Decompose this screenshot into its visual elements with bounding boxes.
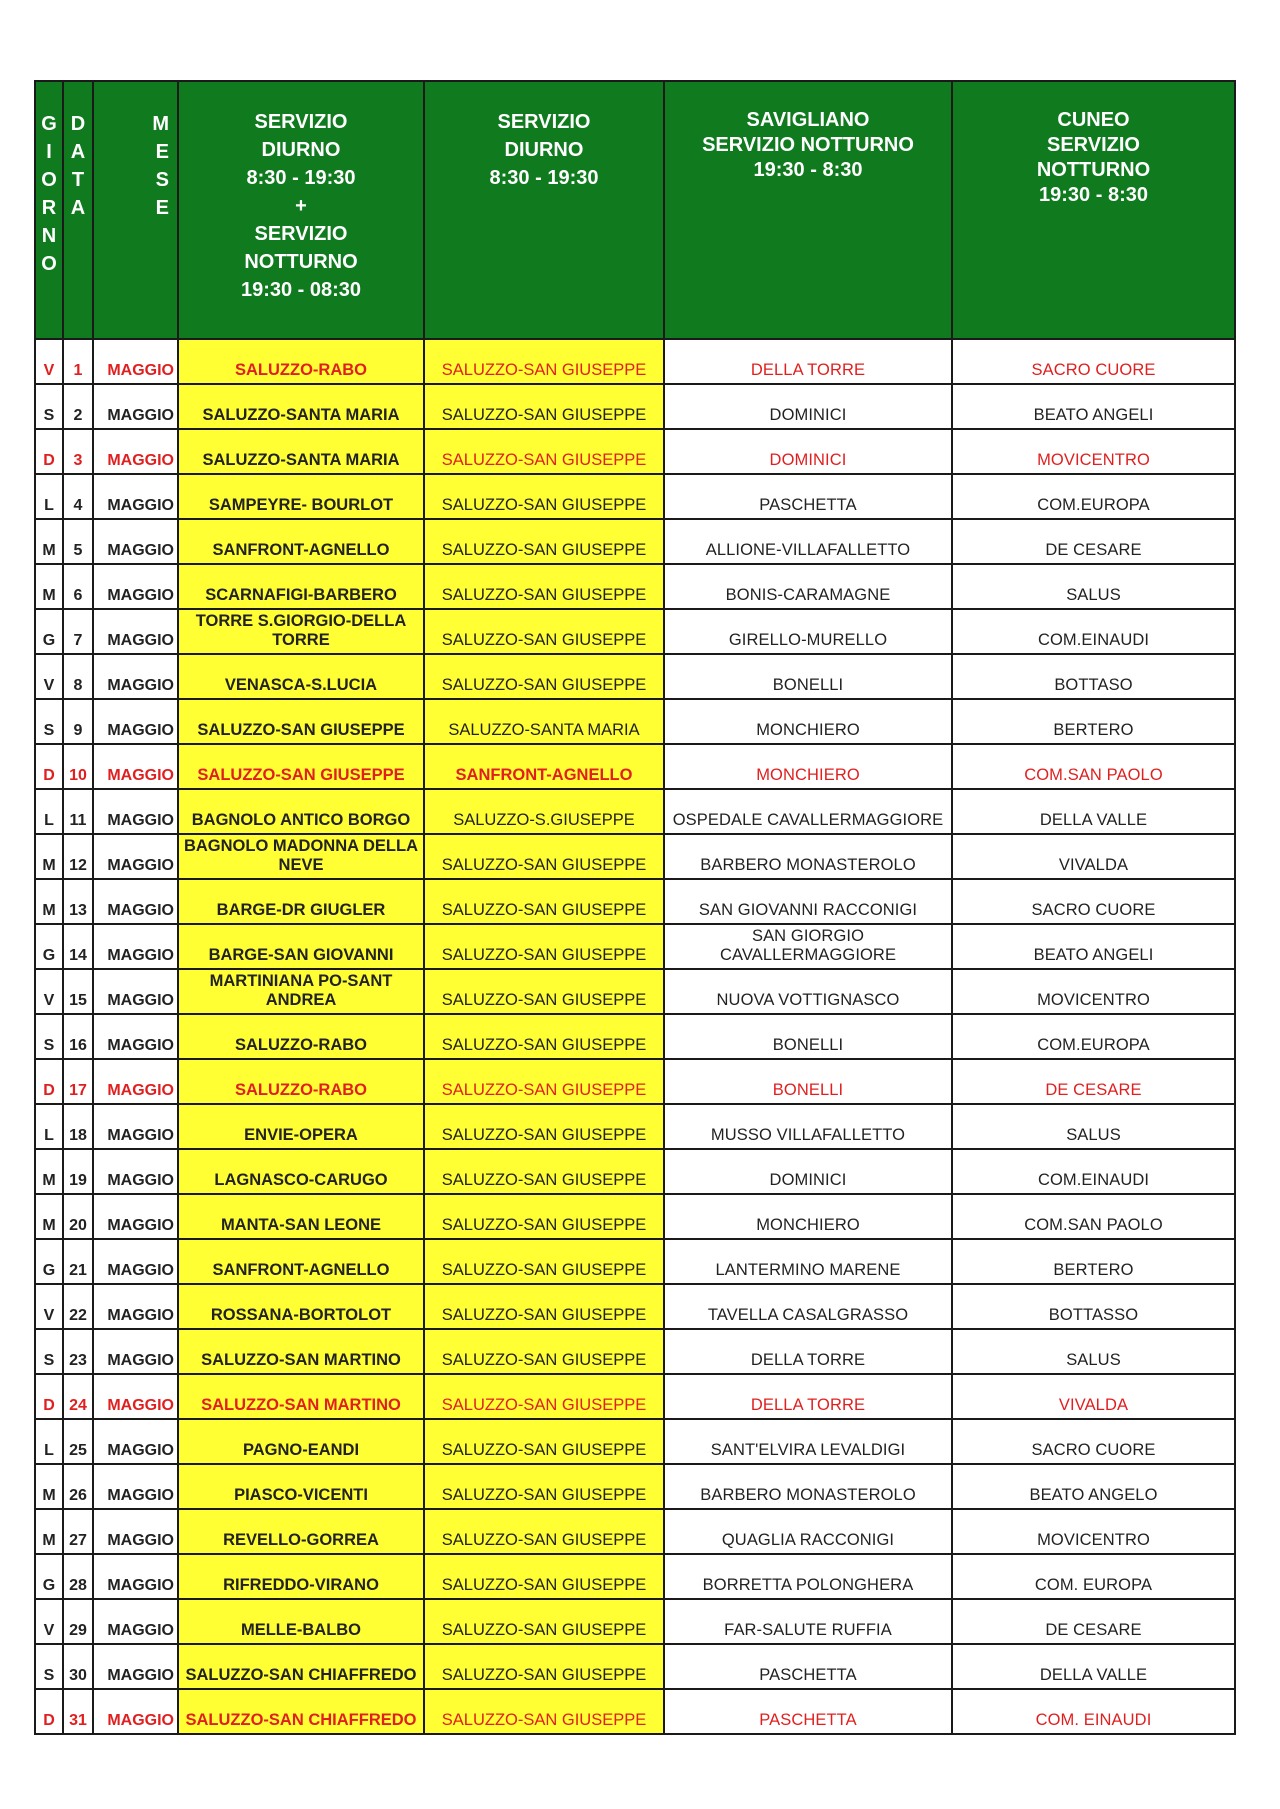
cell-service-day: SALUZZO-SANTA MARIA bbox=[424, 699, 664, 744]
table-row bbox=[35, 519, 1235, 564]
cell-cuneo-night: DELLA VALLE bbox=[952, 1644, 1235, 1689]
cell-cuneo-night: COM.EUROPA bbox=[952, 1014, 1235, 1059]
table-row bbox=[35, 654, 1235, 699]
header-servizio-diurno-notturno bbox=[178, 81, 424, 339]
header-text: SERVIZIO bbox=[254, 111, 348, 133]
cell-day-number: 6 bbox=[63, 564, 93, 609]
cell-month: MAGGIO bbox=[93, 1644, 178, 1689]
cell-service-day-night: SANFRONT-AGNELLO bbox=[178, 519, 424, 564]
cell-cuneo-night: SACRO CUORE bbox=[952, 339, 1235, 384]
table-row bbox=[35, 789, 1235, 834]
cell-service-day-night: SALUZZO-RABO bbox=[178, 1059, 424, 1104]
table-row bbox=[35, 1014, 1235, 1059]
cell-cuneo-night: COM. EINAUDI bbox=[952, 1689, 1235, 1734]
table-row bbox=[35, 1374, 1235, 1419]
cell-savigliano-night: PASCHETTA bbox=[664, 1644, 952, 1689]
cell-service-day: SALUZZO-SAN GIUSEPPE bbox=[424, 1599, 664, 1644]
header-text: SAVIGLIANO bbox=[746, 109, 870, 131]
cell-day-number: 26 bbox=[63, 1464, 93, 1509]
cell-service-day-night: TORRE S.GIORGIO-DELLA TORRE bbox=[178, 609, 424, 654]
cell-cuneo-night: BERTERO bbox=[952, 1239, 1235, 1284]
cell-service-day: SALUZZO-SAN GIUSEPPE bbox=[424, 1644, 664, 1689]
table-row bbox=[35, 924, 1235, 969]
cell-cuneo-night: MOVICENTRO bbox=[952, 1509, 1235, 1554]
cell-service-day-night: SALUZZO-SANTA MARIA bbox=[178, 429, 424, 474]
cell-service-day: SALUZZO-SAN GIUSEPPE bbox=[424, 564, 664, 609]
cell-savigliano-night: MONCHIERO bbox=[664, 1194, 952, 1239]
cell-day-letter: V bbox=[35, 1599, 63, 1644]
cell-service-day: SALUZZO-SAN GIUSEPPE bbox=[424, 1554, 664, 1599]
cell-month: MAGGIO bbox=[93, 924, 178, 969]
cell-day-letter: D bbox=[35, 744, 63, 789]
cell-service-day: SALUZZO-SAN GIUSEPPE bbox=[424, 429, 664, 474]
cell-day-number: 2 bbox=[63, 384, 93, 429]
cell-savigliano-night: DOMINICI bbox=[664, 1149, 952, 1194]
cell-service-day: SALUZZO-SAN GIUSEPPE bbox=[424, 1329, 664, 1374]
cell-service-day-night: BAGNOLO MADONNA DELLA NEVE bbox=[178, 834, 424, 879]
cell-day-number: 10 bbox=[63, 744, 93, 789]
cell-day-letter: S bbox=[35, 699, 63, 744]
cell-service-day: SALUZZO-SAN GIUSEPPE bbox=[424, 969, 664, 1014]
cell-day-letter: L bbox=[35, 474, 63, 519]
cell-service-day-night: SANFRONT-AGNELLO bbox=[178, 1239, 424, 1284]
cell-service-day: SALUZZO-SAN GIUSEPPE bbox=[424, 1374, 664, 1419]
cell-savigliano-night: BORRETTA POLONGHERA bbox=[664, 1554, 952, 1599]
cell-cuneo-night: SALUS bbox=[952, 1329, 1235, 1374]
cell-day-letter: S bbox=[35, 1014, 63, 1059]
cell-savigliano-night: PASCHETTA bbox=[664, 474, 952, 519]
cell-month: MAGGIO bbox=[93, 1464, 178, 1509]
cell-cuneo-night: COM.EINAUDI bbox=[952, 609, 1235, 654]
header-text: O bbox=[41, 169, 57, 191]
cell-service-day: SALUZZO-SAN GIUSEPPE bbox=[424, 1509, 664, 1554]
cell-month: MAGGIO bbox=[93, 384, 178, 429]
table-row bbox=[35, 609, 1235, 654]
cell-day-number: 7 bbox=[63, 609, 93, 654]
cell-service-day: SALUZZO-SAN GIUSEPPE bbox=[424, 1419, 664, 1464]
cell-service-day-night: SALUZZO-RABO bbox=[178, 1014, 424, 1059]
header-text: G bbox=[41, 113, 57, 135]
cell-cuneo-night: DELLA VALLE bbox=[952, 789, 1235, 834]
table-row bbox=[35, 1284, 1235, 1329]
header-text: SERVIZIO NOTTURNO bbox=[702, 134, 914, 156]
cell-savigliano-night: TAVELLA CASALGRASSO bbox=[664, 1284, 952, 1329]
cell-day-letter: M bbox=[35, 1149, 63, 1194]
header-text: 19:30 - 8:30 bbox=[753, 159, 863, 181]
header-text: 8:30 - 19:30 bbox=[246, 167, 356, 189]
cell-day-number: 18 bbox=[63, 1104, 93, 1149]
table-row bbox=[35, 699, 1235, 744]
cell-day-number: 30 bbox=[63, 1644, 93, 1689]
header-text: SERVIZIO bbox=[497, 111, 591, 133]
cell-day-letter: S bbox=[35, 1644, 63, 1689]
cell-day-letter: M bbox=[35, 519, 63, 564]
cell-month: MAGGIO bbox=[93, 609, 178, 654]
cell-cuneo-night: BEATO ANGELI bbox=[952, 384, 1235, 429]
cell-cuneo-night: COM.EUROPA bbox=[952, 474, 1235, 519]
cell-service-day-night: SALUZZO-SAN CHIAFFREDO bbox=[178, 1644, 424, 1689]
header-cuneo-notturno bbox=[952, 81, 1235, 339]
header-text: DIURNO bbox=[261, 139, 341, 161]
header-text: D bbox=[70, 113, 86, 135]
cell-service-day: SALUZZO-SAN GIUSEPPE bbox=[424, 1689, 664, 1734]
cell-service-day: SANFRONT-AGNELLO bbox=[424, 744, 664, 789]
header-text: 8:30 - 19:30 bbox=[489, 167, 599, 189]
cell-day-number: 27 bbox=[63, 1509, 93, 1554]
cell-day-number: 5 bbox=[63, 519, 93, 564]
cell-day-letter: M bbox=[35, 1509, 63, 1554]
cell-cuneo-night: SALUS bbox=[952, 1104, 1235, 1149]
table-row bbox=[35, 1509, 1235, 1554]
cell-day-number: 8 bbox=[63, 654, 93, 699]
cell-service-day-night: SALUZZO-RABO bbox=[178, 339, 424, 384]
cell-day-number: 4 bbox=[63, 474, 93, 519]
cell-month: MAGGIO bbox=[93, 429, 178, 474]
cell-day-letter: L bbox=[35, 1104, 63, 1149]
cell-month: MAGGIO bbox=[93, 834, 178, 879]
cell-service-day: SALUZZO-SAN GIUSEPPE bbox=[424, 1464, 664, 1509]
table-row bbox=[35, 1689, 1235, 1734]
cell-day-letter: V bbox=[35, 654, 63, 699]
cell-savigliano-night: DOMINICI bbox=[664, 384, 952, 429]
cell-savigliano-night: PASCHETTA bbox=[664, 1689, 952, 1734]
cell-day-number: 1 bbox=[63, 339, 93, 384]
table-row bbox=[35, 834, 1235, 879]
header-giorno bbox=[35, 81, 63, 339]
cell-service-day-night: SALUZZO-SAN MARTINO bbox=[178, 1374, 424, 1419]
cell-service-day-night: SALUZZO-SAN GIUSEPPE bbox=[178, 744, 424, 789]
cell-service-day: SALUZZO-SAN GIUSEPPE bbox=[424, 924, 664, 969]
cell-savigliano-night: BONELLI bbox=[664, 1014, 952, 1059]
cell-day-letter: D bbox=[35, 1374, 63, 1419]
header-text: O bbox=[41, 253, 57, 275]
header-text: E bbox=[155, 141, 169, 163]
cell-savigliano-night: LANTERMINO MARENE bbox=[664, 1239, 952, 1284]
header-text: E bbox=[155, 197, 169, 219]
cell-service-day: SALUZZO-SAN GIUSEPPE bbox=[424, 1149, 664, 1194]
cell-month: MAGGIO bbox=[93, 1284, 178, 1329]
cell-service-day: SALUZZO-SAN GIUSEPPE bbox=[424, 519, 664, 564]
cell-day-number: 9 bbox=[63, 699, 93, 744]
cell-service-day: SALUZZO-SAN GIUSEPPE bbox=[424, 1284, 664, 1329]
table-row bbox=[35, 1419, 1235, 1464]
cell-savigliano-night: BONIS-CARAMAGNE bbox=[664, 564, 952, 609]
cell-cuneo-night: BOTTASO bbox=[952, 654, 1235, 699]
cell-day-number: 24 bbox=[63, 1374, 93, 1419]
table-row bbox=[35, 1194, 1235, 1239]
cell-cuneo-night: MOVICENTRO bbox=[952, 429, 1235, 474]
cell-service-day: SALUZZO-SAN GIUSEPPE bbox=[424, 1104, 664, 1149]
cell-day-number: 3 bbox=[63, 429, 93, 474]
cell-service-day: SALUZZO-SAN GIUSEPPE bbox=[424, 474, 664, 519]
cell-cuneo-night: SACRO CUORE bbox=[952, 1419, 1235, 1464]
cell-service-day-night: PIASCO-VICENTI bbox=[178, 1464, 424, 1509]
cell-service-day: SALUZZO-SAN GIUSEPPE bbox=[424, 339, 664, 384]
cell-cuneo-night: MOVICENTRO bbox=[952, 969, 1235, 1014]
cell-service-day-night: BARGE-DR GIUGLER bbox=[178, 879, 424, 924]
cell-savigliano-night: NUOVA VOTTIGNASCO bbox=[664, 969, 952, 1014]
cell-day-letter: S bbox=[35, 384, 63, 429]
cell-service-day-night: MARTINIANA PO-SANT ANDREA bbox=[178, 969, 424, 1014]
header-text: DIURNO bbox=[504, 139, 584, 161]
cell-service-day-night: SALUZZO-SAN MARTINO bbox=[178, 1329, 424, 1374]
table-row bbox=[35, 384, 1235, 429]
cell-savigliano-night: SAN GIORGIO CAVALLERMAGGIORE bbox=[664, 924, 952, 969]
cell-day-letter: V bbox=[35, 1284, 63, 1329]
table-row bbox=[35, 1554, 1235, 1599]
cell-savigliano-night: SAN GIOVANNI RACCONIGI bbox=[664, 879, 952, 924]
cell-service-day: SALUZZO-SAN GIUSEPPE bbox=[424, 879, 664, 924]
cell-service-day-night: SALUZZO-SAN CHIAFFREDO bbox=[178, 1689, 424, 1734]
table-row bbox=[35, 1059, 1235, 1104]
cell-service-day-night: VENASCA-S.LUCIA bbox=[178, 654, 424, 699]
cell-cuneo-night: DE CESARE bbox=[952, 1599, 1235, 1644]
cell-day-number: 16 bbox=[63, 1014, 93, 1059]
header-text: SERVIZIO bbox=[254, 223, 348, 245]
cell-month: MAGGIO bbox=[93, 1599, 178, 1644]
cell-month: MAGGIO bbox=[93, 1689, 178, 1734]
cell-service-day: SALUZZO-SAN GIUSEPPE bbox=[424, 384, 664, 429]
cell-day-letter: G bbox=[35, 609, 63, 654]
header-text: NOTTURNO bbox=[244, 251, 358, 273]
cell-service-day-night: ENVIE-OPERA bbox=[178, 1104, 424, 1149]
cell-month: MAGGIO bbox=[93, 1239, 178, 1284]
cell-service-day-night: SALUZZO-SANTA MARIA bbox=[178, 384, 424, 429]
cell-day-number: 12 bbox=[63, 834, 93, 879]
cell-service-day: SALUZZO-SAN GIUSEPPE bbox=[424, 1059, 664, 1104]
cell-service-day: SALUZZO-SAN GIUSEPPE bbox=[424, 834, 664, 879]
table-row bbox=[35, 339, 1235, 384]
header-text: M bbox=[152, 113, 169, 135]
cell-savigliano-night: OSPEDALE CAVALLERMAGGIORE bbox=[664, 789, 952, 834]
cell-cuneo-night: BOTTASSO bbox=[952, 1284, 1235, 1329]
cell-day-number: 17 bbox=[63, 1059, 93, 1104]
table-row bbox=[35, 1599, 1235, 1644]
cell-day-letter: V bbox=[35, 339, 63, 384]
cell-day-number: 20 bbox=[63, 1194, 93, 1239]
cell-cuneo-night: BEATO ANGELI bbox=[952, 924, 1235, 969]
header-mese bbox=[93, 81, 178, 339]
cell-savigliano-night: DELLA TORRE bbox=[664, 1374, 952, 1419]
cell-day-number: 22 bbox=[63, 1284, 93, 1329]
cell-service-day-night: REVELLO-GORREA bbox=[178, 1509, 424, 1554]
cell-service-day: SALUZZO-SAN GIUSEPPE bbox=[424, 1239, 664, 1284]
cell-day-letter: L bbox=[35, 789, 63, 834]
cell-cuneo-night: SALUS bbox=[952, 564, 1235, 609]
cell-service-day-night: SAMPEYRE- BOURLOT bbox=[178, 474, 424, 519]
cell-day-number: 31 bbox=[63, 1689, 93, 1734]
cell-day-number: 29 bbox=[63, 1599, 93, 1644]
cell-savigliano-night: FAR-SALUTE RUFFIA bbox=[664, 1599, 952, 1644]
cell-cuneo-night: COM.EINAUDI bbox=[952, 1149, 1235, 1194]
cell-cuneo-night: COM.SAN PAOLO bbox=[952, 1194, 1235, 1239]
header-text: I bbox=[46, 141, 52, 163]
cell-day-letter: G bbox=[35, 1554, 63, 1599]
cell-savigliano-night: GIRELLO-MURELLO bbox=[664, 609, 952, 654]
cell-service-day-night: SALUZZO-SAN GIUSEPPE bbox=[178, 699, 424, 744]
table-body bbox=[35, 339, 1235, 1734]
cell-day-number: 23 bbox=[63, 1329, 93, 1374]
header-text: R bbox=[41, 197, 57, 219]
cell-cuneo-night: COM. EUROPA bbox=[952, 1554, 1235, 1599]
table-row bbox=[35, 1644, 1235, 1689]
cell-month: MAGGIO bbox=[93, 1554, 178, 1599]
cell-day-letter: S bbox=[35, 1329, 63, 1374]
cell-day-letter: M bbox=[35, 1194, 63, 1239]
table-row bbox=[35, 474, 1235, 519]
cell-service-day: SALUZZO-SAN GIUSEPPE bbox=[424, 1014, 664, 1059]
table-row bbox=[35, 1149, 1235, 1194]
cell-savigliano-night: DELLA TORRE bbox=[664, 1329, 952, 1374]
cell-savigliano-night: MONCHIERO bbox=[664, 744, 952, 789]
cell-day-number: 19 bbox=[63, 1149, 93, 1194]
cell-day-letter: D bbox=[35, 1689, 63, 1734]
cell-day-number: 11 bbox=[63, 789, 93, 834]
cell-month: MAGGIO bbox=[93, 1059, 178, 1104]
cell-savigliano-night: DOMINICI bbox=[664, 429, 952, 474]
cell-savigliano-night: BARBERO MONASTEROLO bbox=[664, 834, 952, 879]
cell-month: MAGGIO bbox=[93, 1194, 178, 1239]
table-row bbox=[35, 1464, 1235, 1509]
cell-month: MAGGIO bbox=[93, 789, 178, 834]
cell-savigliano-night: BONELLI bbox=[664, 654, 952, 699]
pharmacy-duty-table bbox=[34, 80, 1236, 1735]
cell-day-letter: M bbox=[35, 834, 63, 879]
cell-cuneo-night: DE CESARE bbox=[952, 1059, 1235, 1104]
table-row bbox=[35, 879, 1235, 924]
cell-day-letter: D bbox=[35, 429, 63, 474]
cell-month: MAGGIO bbox=[93, 1419, 178, 1464]
cell-month: MAGGIO bbox=[93, 474, 178, 519]
cell-service-day-night: BARGE-SAN GIOVANNI bbox=[178, 924, 424, 969]
cell-cuneo-night: COM.SAN PAOLO bbox=[952, 744, 1235, 789]
header-text: SERVIZIO bbox=[1047, 134, 1140, 156]
cell-day-letter: L bbox=[35, 1419, 63, 1464]
header-servizio-diurno bbox=[424, 81, 664, 339]
cell-month: MAGGIO bbox=[93, 1509, 178, 1554]
cell-day-letter: M bbox=[35, 564, 63, 609]
header-text: A bbox=[70, 141, 86, 163]
cell-service-day: SALUZZO-SAN GIUSEPPE bbox=[424, 1194, 664, 1239]
table-row bbox=[35, 744, 1235, 789]
header-data bbox=[63, 81, 93, 339]
cell-service-day-night: MANTA-SAN LEONE bbox=[178, 1194, 424, 1239]
header-text: A bbox=[70, 197, 86, 219]
cell-month: MAGGIO bbox=[93, 969, 178, 1014]
cell-service-day-night: RIFREDDO-VIRANO bbox=[178, 1554, 424, 1599]
cell-day-letter: M bbox=[35, 879, 63, 924]
table-row bbox=[35, 1329, 1235, 1374]
header-text: CUNEO bbox=[1057, 109, 1130, 131]
cell-day-letter: M bbox=[35, 1464, 63, 1509]
header-text: T bbox=[71, 169, 85, 191]
cell-cuneo-night: SACRO CUORE bbox=[952, 879, 1235, 924]
table-row bbox=[35, 429, 1235, 474]
header-text: + bbox=[295, 195, 307, 217]
cell-month: MAGGIO bbox=[93, 519, 178, 564]
cell-service-day: SALUZZO-SAN GIUSEPPE bbox=[424, 654, 664, 699]
cell-day-number: 28 bbox=[63, 1554, 93, 1599]
cell-service-day-night: SCARNAFIGI-BARBERO bbox=[178, 564, 424, 609]
cell-service-day: SALUZZO-SAN GIUSEPPE bbox=[424, 609, 664, 654]
cell-day-number: 13 bbox=[63, 879, 93, 924]
cell-service-day-night: BAGNOLO ANTICO BORGO bbox=[178, 789, 424, 834]
header-text: 19:30 - 08:30 bbox=[240, 279, 362, 301]
header-row bbox=[35, 81, 1235, 339]
cell-month: MAGGIO bbox=[93, 1149, 178, 1194]
header-text: 19:30 - 8:30 bbox=[1039, 184, 1148, 206]
header-text: NOTTURNO bbox=[1036, 159, 1151, 181]
cell-day-letter: G bbox=[35, 924, 63, 969]
cell-day-letter: G bbox=[35, 1239, 63, 1284]
cell-cuneo-night: BEATO ANGELO bbox=[952, 1464, 1235, 1509]
cell-savigliano-night: MONCHIERO bbox=[664, 699, 952, 744]
cell-service-day-night: LAGNASCO-CARUGO bbox=[178, 1149, 424, 1194]
table-row bbox=[35, 969, 1235, 1014]
cell-service-day-night: ROSSANA-BORTOLOT bbox=[178, 1284, 424, 1329]
cell-service-day-night: PAGNO-EANDI bbox=[178, 1419, 424, 1464]
cell-month: MAGGIO bbox=[93, 339, 178, 384]
cell-month: MAGGIO bbox=[93, 1329, 178, 1374]
cell-day-letter: D bbox=[35, 1059, 63, 1104]
cell-service-day: SALUZZO-S.GIUSEPPE bbox=[424, 789, 664, 834]
cell-month: MAGGIO bbox=[93, 654, 178, 699]
table-row bbox=[35, 1239, 1235, 1284]
cell-month: MAGGIO bbox=[93, 744, 178, 789]
header-text: N bbox=[41, 225, 57, 247]
cell-month: MAGGIO bbox=[93, 699, 178, 744]
cell-cuneo-night: VIVALDA bbox=[952, 834, 1235, 879]
table-row bbox=[35, 564, 1235, 609]
header-text: S bbox=[155, 169, 169, 191]
cell-day-number: 15 bbox=[63, 969, 93, 1014]
cell-day-letter: V bbox=[35, 969, 63, 1014]
table-row bbox=[35, 1104, 1235, 1149]
cell-cuneo-night: VIVALDA bbox=[952, 1374, 1235, 1419]
cell-month: MAGGIO bbox=[93, 1014, 178, 1059]
cell-savigliano-night: DELLA TORRE bbox=[664, 339, 952, 384]
cell-day-number: 25 bbox=[63, 1419, 93, 1464]
cell-savigliano-night: BARBERO MONASTEROLO bbox=[664, 1464, 952, 1509]
cell-day-number: 14 bbox=[63, 924, 93, 969]
cell-service-day-night: MELLE-BALBO bbox=[178, 1599, 424, 1644]
cell-savigliano-night: BONELLI bbox=[664, 1059, 952, 1104]
cell-savigliano-night: SANT'ELVIRA LEVALDIGI bbox=[664, 1419, 952, 1464]
cell-savigliano-night: MUSSO VILLAFALLETTO bbox=[664, 1104, 952, 1149]
cell-cuneo-night: DE CESARE bbox=[952, 519, 1235, 564]
cell-month: MAGGIO bbox=[93, 564, 178, 609]
cell-month: MAGGIO bbox=[93, 1104, 178, 1149]
header-savigliano-notturno bbox=[664, 81, 952, 339]
cell-cuneo-night: BERTERO bbox=[952, 699, 1235, 744]
cell-month: MAGGIO bbox=[93, 1374, 178, 1419]
cell-day-number: 21 bbox=[63, 1239, 93, 1284]
cell-month: MAGGIO bbox=[93, 879, 178, 924]
cell-savigliano-night: QUAGLIA RACCONIGI bbox=[664, 1509, 952, 1554]
cell-savigliano-night: ALLIONE-VILLAFALLETTO bbox=[664, 519, 952, 564]
